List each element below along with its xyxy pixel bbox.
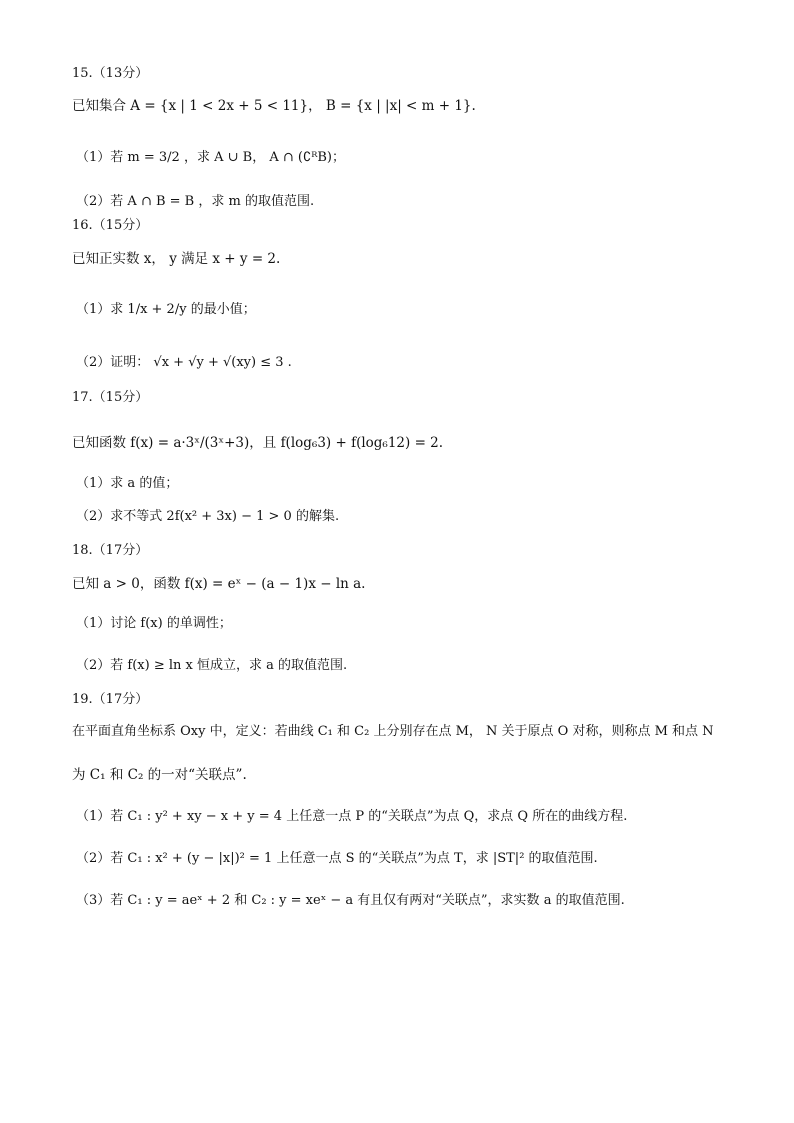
part-rest: 的解集.: [295, 509, 340, 524]
problem-17-part-2: [76, 507, 339, 527]
part-label: （1）求: [76, 476, 124, 491]
part-rest: 有且仅有两对“关联点”，求实数 a 的取值范围.: [357, 893, 625, 908]
part-label: （1）若: [76, 809, 124, 824]
problem-17-stem: 已知函数 f(x) = a·3ˣ/(3ˣ+3)，且 f(log₆3) + f(log₆12) = 2.: [72, 435, 444, 451]
problem-16-part-1: [76, 300, 256, 320]
part-label: （1）讨论: [76, 616, 137, 631]
part-math: f(x) ≥ ln x: [127, 658, 193, 673]
part-rest: 的值；: [139, 476, 179, 491]
problem-15-part-2: [76, 192, 314, 212]
part-rest: 的单调性；: [166, 616, 232, 631]
part-label: （1）若: [76, 150, 124, 165]
part-math: 1/x + 2/y: [127, 302, 187, 317]
problem-15-header: 15.（13分）: [72, 66, 149, 81]
problem-16-stem: 已知正实数 x， y 满足 x + y = 2.: [72, 251, 281, 267]
part-math: C₁ : y = aeˣ + 2 和 C₂ : y = xeˣ − a: [127, 893, 354, 908]
problem-16-header: 16.（15分）: [72, 218, 149, 233]
part-label: （2）证明：: [76, 355, 150, 370]
part-math: m = 3/2: [127, 150, 180, 165]
problem-19-part-1: [76, 807, 627, 827]
problem-19-part-2: [76, 849, 598, 869]
problem-15-part-1: [76, 148, 345, 168]
problem-18-stem: 已知 a > 0，函数 f(x) = eˣ − (a − 1)x − ln a.: [72, 576, 366, 592]
part-math: f(x): [140, 616, 163, 631]
part-rest: 上任意一点 S 的“关联点”为点 T，求 |ST|² 的取值范围.: [276, 851, 598, 866]
part-rest: 恒成立，求 a 的取值范围.: [197, 658, 348, 673]
part-rest: 上任意一点 P 的“关联点”为点 Q，求点 Q 所在的曲线方程.: [286, 809, 628, 824]
part-math: C₁ : x² + (y − |x|)² = 1: [127, 851, 273, 866]
problem-15-stem: 已知集合 A = {x | 1 < 2x + 5 < 11}， B = {x | |x| < m + 1}.: [72, 98, 476, 114]
part-label: （2）若: [76, 194, 124, 209]
part-math: a: [127, 476, 136, 491]
problem-19-stem-cont: 为 C₁ 和 C₂ 的一对“关联点”.: [72, 767, 247, 783]
problem-19-part-3: [76, 891, 625, 911]
part-label: （2）求不等式: [76, 509, 163, 524]
problem-18-part-1: [76, 614, 232, 634]
problem-16-part-2: [76, 353, 292, 373]
problem-18-part-2: [76, 656, 347, 676]
part-math: C₁ : y² + xy − x + y = 4: [127, 809, 283, 824]
problem-19-header: 19.（17分）: [72, 692, 149, 707]
part-math: A ∩ B = B: [127, 194, 195, 209]
problem-17-header: 17.（15分）: [72, 390, 149, 405]
part-label: （2）若: [76, 658, 124, 673]
problem-17-part-1: [76, 474, 178, 494]
part-rest: .: [287, 355, 292, 370]
problem-18-header: 18.（17分）: [72, 543, 149, 558]
part-rest: ，求 m 的取值范围.: [198, 194, 315, 209]
part-label: （2）若: [76, 851, 124, 866]
part-label: （1）求: [76, 302, 124, 317]
part-label: （3）若: [76, 893, 124, 908]
part-math: 2f(x² + 3x) − 1 > 0: [166, 509, 292, 524]
part-math: √x + √y + √(xy) ≤ 3: [153, 355, 284, 370]
problem-19-stem: 在平面直角坐标系 Oxy 中，定义：若曲线 C₁ 和 C₂ 上分别存在点 M， N 关于原点 O 对称，则称点 M 和点 N: [72, 724, 714, 739]
part-rest: 的最小值；: [190, 302, 256, 317]
part-rest: ，求 A ∪ B， A ∩ (∁ᴿB)；: [183, 150, 346, 165]
